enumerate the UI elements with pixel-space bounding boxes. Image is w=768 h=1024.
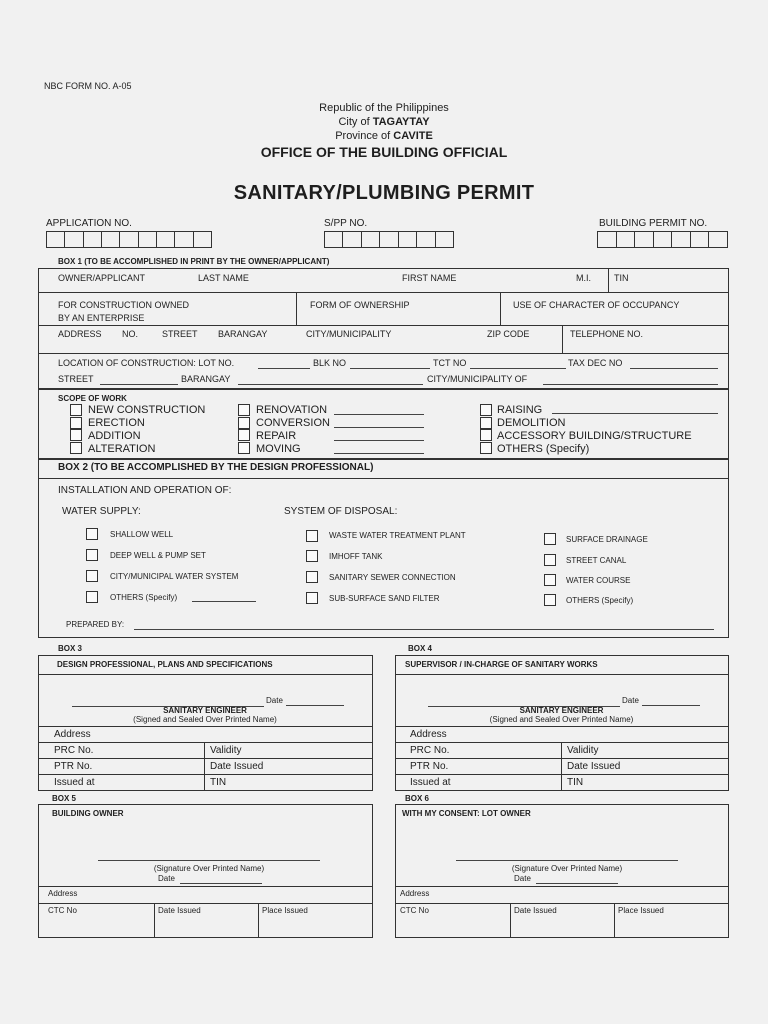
box4-date-label: Date [622,696,639,705]
alteration-checkbox[interactable] [70,442,82,454]
repair-label: REPAIR [256,430,297,442]
water-others-field[interactable] [192,601,256,602]
box3-label: BOX 3 [58,644,83,653]
water-course-label: WATER COURSE [566,576,631,585]
city-line: City of TAGAYTAY [338,116,430,128]
water-course-checkbox[interactable] [544,574,556,586]
demolition-label: DEMOLITION [497,417,566,429]
republic-text: Republic of the Philippines [319,102,449,114]
location-city-field[interactable] [543,384,718,385]
address-label: ADDRESS [58,329,102,339]
conversion-checkbox[interactable] [238,417,250,429]
imhoff-tank-checkbox[interactable] [306,550,318,562]
box3-address-label: Address [54,729,91,740]
conversion-field[interactable] [334,427,424,428]
tct-no-field[interactable] [470,368,566,369]
box4-label: BOX 4 [408,644,433,653]
construction-owned-label: FOR CONSTRUCTION OWNED [58,300,189,310]
city-water-system-label: CITY/MUNICIPAL WATER SYSTEM [110,572,239,581]
location-street-label: STREET [58,374,94,384]
form-number: NBC FORM NO. A-05 [44,81,132,91]
box4-validity-label: Validity [567,745,599,756]
addition-checkbox[interactable] [70,429,82,441]
use-of-occupancy-label: USE OF CHARACTER OF OCCUPANCY [513,300,680,310]
box3-title: DESIGN PROFESSIONAL, PLANS AND SPECIFICATIONS [57,660,273,669]
surface-drainage-label: SURFACE DRAINAGE [566,535,648,544]
tct-no-label: TCT NO [433,358,467,368]
box3-date-issued-label: Date Issued [210,761,264,772]
renovation-field[interactable] [334,414,424,415]
moving-field[interactable] [334,453,424,454]
box6-label: BOX 6 [405,794,430,803]
disposal-others-checkbox[interactable] [544,594,556,606]
installation-label: INSTALLATION AND OPERATION OF: [58,485,232,496]
box3-validity-label: Validity [210,745,242,756]
box4-engineer-label: SANITARY ENGINEER [519,706,604,715]
first-name-label: FIRST NAME [402,273,457,283]
deep-well-label: DEEP WELL & PUMP SET [110,551,206,560]
imhoff-tank-label: IMHOFF TANK [329,552,383,561]
box4-signed-label: (Signed and Sealed Over Printed Name) [489,715,634,724]
box6-date-field[interactable] [536,883,618,884]
street-canal-label: STREET CANAL [566,556,627,565]
moving-label: MOVING [256,443,301,455]
location-barangay-label: BARANGAY [181,374,231,384]
street-canal-checkbox[interactable] [544,554,556,566]
box3-tin-label: TIN [210,777,227,788]
accessory-building-label: ACCESSORY BUILDING/STRUCTURE [497,430,692,442]
blk-no-label: BLK NO [313,358,347,368]
conversion-label: CONVERSION [256,417,330,429]
raising-field[interactable] [552,413,718,414]
box5-signature-field[interactable] [98,860,320,861]
raising-checkbox[interactable] [480,404,492,416]
box4-title: SUPERVISOR / IN-CHARGE OF SANITARY WORKS [405,660,598,669]
repair-checkbox[interactable] [238,429,250,441]
accessory-building-checkbox[interactable] [480,429,492,441]
mi-label: M.I. [576,273,591,283]
others-scope-checkbox[interactable] [480,442,492,454]
box4-date-issued-label: Date Issued [567,761,621,772]
tax-dec-no-label: TAX DEC NO [568,358,623,368]
sanitary-sewer-checkbox[interactable] [306,571,318,583]
box4-issued-at-label: Issued at [410,777,451,788]
box5-date-field[interactable] [180,883,262,884]
box3-ptr-label: PTR No. [54,761,93,772]
others-scope-label: OTHERS (Specify) [497,443,590,455]
moving-checkbox[interactable] [238,442,250,454]
erection-label: ERECTION [88,417,145,429]
box6-place-issued-label: Place Issued [618,906,664,915]
office-title: OFFICE OF THE BUILDING OFFICIAL [260,144,508,160]
sanitary-sewer-label: SANITARY SEWER CONNECTION [329,573,456,582]
demolition-checkbox[interactable] [480,417,492,429]
box4-prc-label: PRC No. [410,745,450,756]
location-barangay-field[interactable] [238,384,423,385]
city-water-system-checkbox[interactable] [86,570,98,582]
box1-title: BOX 1 (TO BE ACCOMPLISHED IN PRINT BY THE OWNER/APPLICANT) [58,257,330,266]
address-no-label: NO. [122,329,139,339]
box5-date-issued-label: Date Issued [158,906,201,915]
blk-no-field[interactable] [350,368,430,369]
prepared-by-field[interactable] [134,629,714,630]
last-name-label: LAST NAME [198,273,249,283]
address-city-label: CITY/MUNICIPALITY [306,329,392,339]
erection-checkbox[interactable] [70,417,82,429]
box6-signature-label: (Signature Over Printed Name) [511,864,623,873]
scope-title: SCOPE OF WORK [58,394,127,403]
repair-field[interactable] [334,440,424,441]
sand-filter-checkbox[interactable] [306,592,318,604]
water-others-label: OTHERS (Specify) [110,593,178,602]
box4-tin-label: TIN [567,777,584,788]
tin-label: TIN [614,273,629,283]
system-of-disposal-label: SYSTEM OF DISPOSAL: [284,506,398,517]
box5-label: BOX 5 [52,794,77,803]
application-no-field[interactable] [46,231,212,248]
deep-well-checkbox[interactable] [86,549,98,561]
tax-dec-no-field[interactable] [630,368,718,369]
address-barangay-label: BARANGAY [218,329,268,339]
owner-applicant-label: OWNER/APPLICANT [58,273,146,283]
by-enterprise-label: BY AN ENTERPRISE [58,313,145,323]
disposal-others-label: OTHERS (Specify) [566,596,634,605]
shallow-well-checkbox[interactable] [86,528,98,540]
waste-water-plant-checkbox[interactable] [306,530,318,542]
water-others-checkbox[interactable] [86,591,98,603]
location-street-field[interactable] [100,384,178,385]
box5-date-label: Date [158,874,175,883]
box4-ptr-label: PTR No. [410,761,449,772]
address-street-label: STREET [162,329,198,339]
box6-date-issued-label: Date Issued [514,906,557,915]
renovation-label: RENOVATION [256,404,328,416]
spp-no-field[interactable] [324,231,454,248]
box5-place-issued-label: Place Issued [262,906,308,915]
box5-title: BUILDING OWNER [52,809,124,818]
box4-address-label: Address [410,729,447,740]
city-name: TAGAYTAY [372,116,430,128]
box5-signature-label: (Signature Over Printed Name) [153,864,265,873]
box3-prc-label: PRC No. [54,745,94,756]
box6-signature-field[interactable] [456,860,678,861]
province-line: Province of CAVITE [335,130,433,142]
application-no-label: APPLICATION NO. [46,218,132,229]
box2-title: BOX 2 (TO BE ACCOMPLISHED BY THE DESIGN PROFESSIONAL) [58,462,374,473]
addition-label: ADDITION [88,430,141,442]
box5-address-label: Address [48,889,78,898]
box5-ctc-label: CTC No [48,906,77,915]
spp-no-label: S/PP NO. [324,218,368,229]
box3-date-label: Date [266,696,283,705]
shallow-well-label: SHALLOW WELL [110,530,174,539]
building-permit-no-label: BUILDING PERMIT NO. [599,218,708,229]
form-of-ownership-label: FORM OF OWNERSHIP [310,300,410,310]
renovation-checkbox[interactable] [238,404,250,416]
building-permit-no-field[interactable] [597,231,728,248]
water-supply-label: WATER SUPPLY: [62,506,141,517]
province-name: CAVITE [393,130,433,142]
prepared-by-label: PREPARED BY: [66,620,125,629]
box6-ctc-label: CTC No [400,906,429,915]
box6-address-label: Address [400,889,430,898]
box6-title: WITH MY CONSENT: LOT OWNER [402,809,531,818]
box6-date-label: Date [514,874,531,883]
surface-drainage-checkbox[interactable] [544,533,556,545]
zip-code-label: ZIP CODE [487,329,530,339]
new-construction-label: NEW CONSTRUCTION [88,404,206,416]
location-lot-label: LOCATION OF CONSTRUCTION: LOT NO. [58,358,235,368]
box3-engineer-label: SANITARY ENGINEER [163,706,247,715]
lot-no-field[interactable] [258,368,310,369]
header-block [0,101,768,143]
sand-filter-label: SUB-SURFACE SAND FILTER [329,594,440,603]
waste-water-plant-label: WASTE WATER TREATMENT PLANT [329,531,466,540]
page-title: SANITARY/PLUMBING PERMIT [233,182,535,204]
alteration-label: ALTERATION [88,443,156,455]
location-city-label: CITY/MUNICIPALITY OF [427,374,528,384]
box3-issued-at-label: Issued at [54,777,95,788]
telephone-no-label: TELEPHONE NO. [570,329,644,339]
raising-label: RAISING [497,404,543,416]
box3-signed-label: (Signed and Sealed Over Printed Name) [133,715,277,724]
new-construction-checkbox[interactable] [70,404,82,416]
